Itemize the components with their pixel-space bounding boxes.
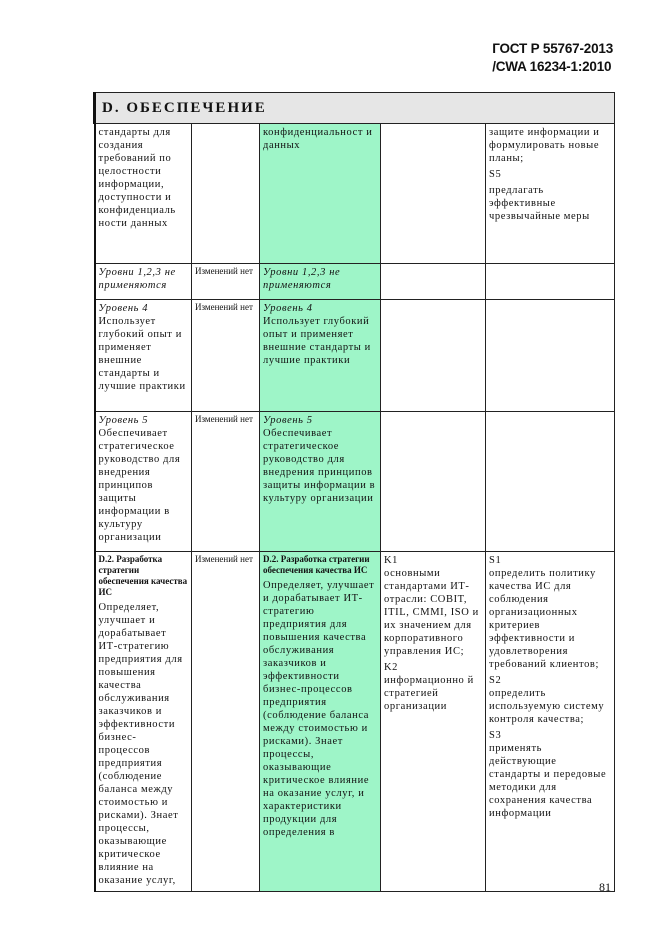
standard-code-cwa: /CWA 16234-1:2010 [492, 59, 612, 74]
cell-no-changes: Изменений нет [192, 300, 260, 412]
cell-no-changes: Изменений нет [192, 264, 260, 300]
knowledge-code: K1 [384, 555, 399, 566]
knowledge-text: информационно й стратегией организации [384, 675, 474, 712]
competence-table [93, 92, 615, 892]
cell-skills [486, 552, 615, 892]
knowledge-code: K2 [384, 662, 399, 673]
competence-title: D.2. Разработка стратегии обеспечения качества ИС [98, 554, 188, 597]
level-text: Обеспечивает стратегическое руководство для внедрения принципов защиты информации в культуру организации [263, 428, 376, 504]
cell-levels-1-3: Уровни 1,2,3 не применяются [95, 264, 192, 300]
competence-text: Определяет, улучшает и дорабатывает ИТ-стратегию предприятия для повышения качества обслуживания заказчиков и эффективности бизнес-процессов предприятия (соблюдение баланса между стоимостью и рисками). Знает процессы, оказывающие критическое влияние на оказание услуг, и характеристики продукции для определения в [263, 580, 375, 838]
knowledge-text: основными стандартами ИТ-отрасли: COBIT, ITIL, CMMI, ISO и их значением для корпоративного управления ИС; [384, 568, 479, 657]
skill-code: S3 [489, 730, 502, 741]
cell-d2-dimension [95, 552, 192, 892]
skill-text: определить используемую систему контроля качества; [489, 688, 605, 725]
skill-code: S1 [489, 555, 502, 566]
cell-level-4 [95, 300, 192, 412]
skill-text: защите информации и формулировать новые планы; [489, 127, 600, 164]
cell-knowledge-empty [381, 124, 486, 264]
cell-level-5-new [260, 412, 381, 552]
level-title: Уровень 5 [263, 415, 313, 426]
level-text: Использует глубокий опыт и применяет внешние стандарты и лучшие практики [98, 316, 186, 392]
standard-code: ГОСТ Р 55767-2013 [492, 41, 613, 56]
cell-empty [486, 300, 615, 412]
cell-empty [381, 264, 486, 300]
table-row [95, 552, 615, 892]
cell-level-5 [95, 412, 192, 552]
competence-title: D.2. Разработка стратегии обеспечения качества ИС [263, 554, 370, 575]
page-number: 81 [599, 880, 611, 894]
cell-levels-1-3-new: Уровни 1,2,3 не применяются [260, 264, 381, 300]
cell-knowledge [381, 552, 486, 892]
level-text: Обеспечивает стратегическое руководство для внедрения принципов защиты информации в культуру организации [98, 428, 181, 543]
skill-text: определить политику качества ИС для соблюдения организационных критериев эффективности и удовлетворения требований клиентов; [489, 568, 599, 670]
cell-level-4-new [260, 300, 381, 412]
level-text: Использует глубокий опыт и применяет внешние стандарты и лучшие практики [263, 316, 371, 366]
cell-empty [381, 412, 486, 552]
level-title: Уровень 4 [263, 303, 313, 314]
cell-no-changes: Изменений нет [192, 412, 260, 552]
skill-code: S5 [489, 169, 502, 180]
table-row [95, 264, 615, 300]
cell-empty [486, 264, 615, 300]
skill-text: применять действующие стандарты и передовые методики для сохранения качества информации [489, 743, 607, 819]
section-title: D. ОБЕСПЕЧЕНИЕ [95, 93, 615, 124]
level-title: Уровень 4 [98, 303, 149, 314]
skill-text: предлагать эффективные чрезвычайные меры [489, 185, 590, 222]
competence-text: Определяет, улучшает и дорабатывает ИТ-стратегию предприятия для повышения качества обслуживания заказчиков и эффективности бизнес-процессов предприятия (соблюдение баланса между стоимостью и рисками). Знает процессы, оказывающие критическое влияние на оказание услуг, [98, 602, 183, 886]
cell-dimension-text: стандарты для создания требований по целостности информации, доступности и конфиденциаль ности данных [95, 124, 192, 264]
document-header [492, 40, 613, 76]
section-header-row [95, 93, 615, 124]
cell-empty [381, 300, 486, 412]
table-row [95, 412, 615, 552]
cell-empty [486, 412, 615, 552]
level-title: Уровень 5 [98, 415, 149, 426]
table-row [95, 124, 615, 264]
table-row [95, 300, 615, 412]
cell-skills [486, 124, 615, 264]
skill-code: S2 [489, 675, 502, 686]
cell-no-changes: Изменений нет [192, 552, 260, 892]
cell-new-text: конфиденциальност и данных [260, 124, 381, 264]
cell-d2-new [260, 552, 381, 892]
cell-change-empty [192, 124, 260, 264]
